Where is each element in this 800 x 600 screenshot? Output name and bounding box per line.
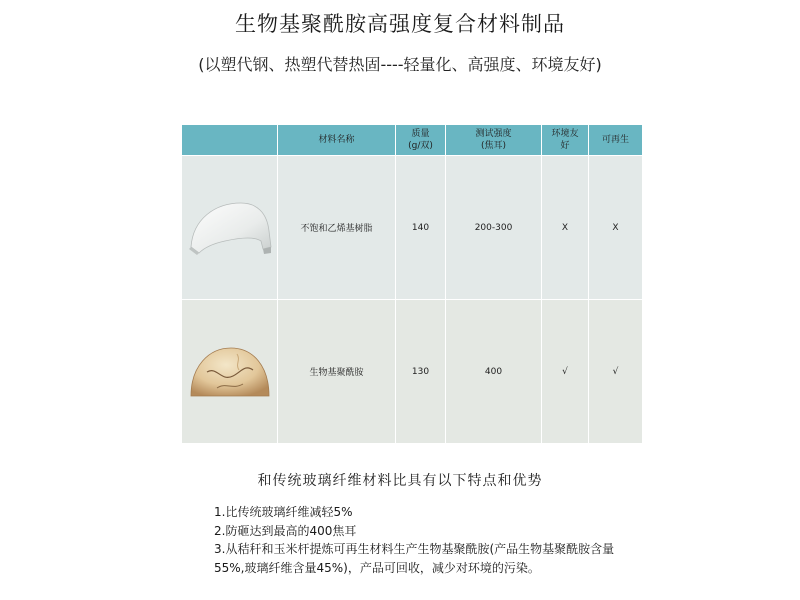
header-renewable: 可再生 <box>589 125 643 156</box>
mass-cell: 140 <box>396 156 446 300</box>
eco-cell: √ <box>542 300 589 444</box>
bio-toe-cap-image <box>182 300 278 444</box>
table-header-row <box>182 125 643 156</box>
table-row <box>182 156 643 300</box>
mass-cell: 130 <box>396 300 446 444</box>
renewable-cell: X <box>589 156 643 300</box>
header-material-name: 材料名称 <box>278 125 396 156</box>
list-item: 2.防砸达到最高的400焦耳 <box>214 523 357 538</box>
header-mass: 质量 (g/双) <box>396 125 446 156</box>
white-toe-cap-image <box>182 156 278 300</box>
comparison-table <box>181 124 643 444</box>
header-strength: 测试强度 (焦耳) <box>446 125 542 156</box>
section-heading: 和传统玻璃纤维材料比具有以下特点和优势 <box>257 473 543 489</box>
page-title: 生物基聚酰胺高强度复合材料制品 <box>235 12 565 36</box>
strength-cell: 200-300 <box>446 156 542 300</box>
list-item: 1.比传统玻璃纤维减轻5% <box>214 505 353 519</box>
material-name-cell: 不饱和乙烯基树脂 <box>278 156 396 300</box>
renewable-cell: √ <box>589 300 643 444</box>
list-item: 3.从秸秆和玉米杆提炼可再生材料生产生物基聚酰胺(产品生物基聚酰胺含量55%,玻璃纤维含量45%)，产品可回收，减少对环境的污染。 <box>214 542 615 575</box>
header-eco-friendly: 环境友 好 <box>542 125 589 156</box>
page-subtitle: (以塑代钢、热塑代替热固----轻量化、高强度、环境友好) <box>198 55 602 74</box>
material-name-cell: 生物基聚酰胺 <box>278 300 396 444</box>
eco-cell: X <box>542 156 589 300</box>
advantages-list <box>214 503 634 577</box>
strength-cell: 400 <box>446 300 542 444</box>
table-row <box>182 300 643 444</box>
header-image <box>182 125 278 156</box>
